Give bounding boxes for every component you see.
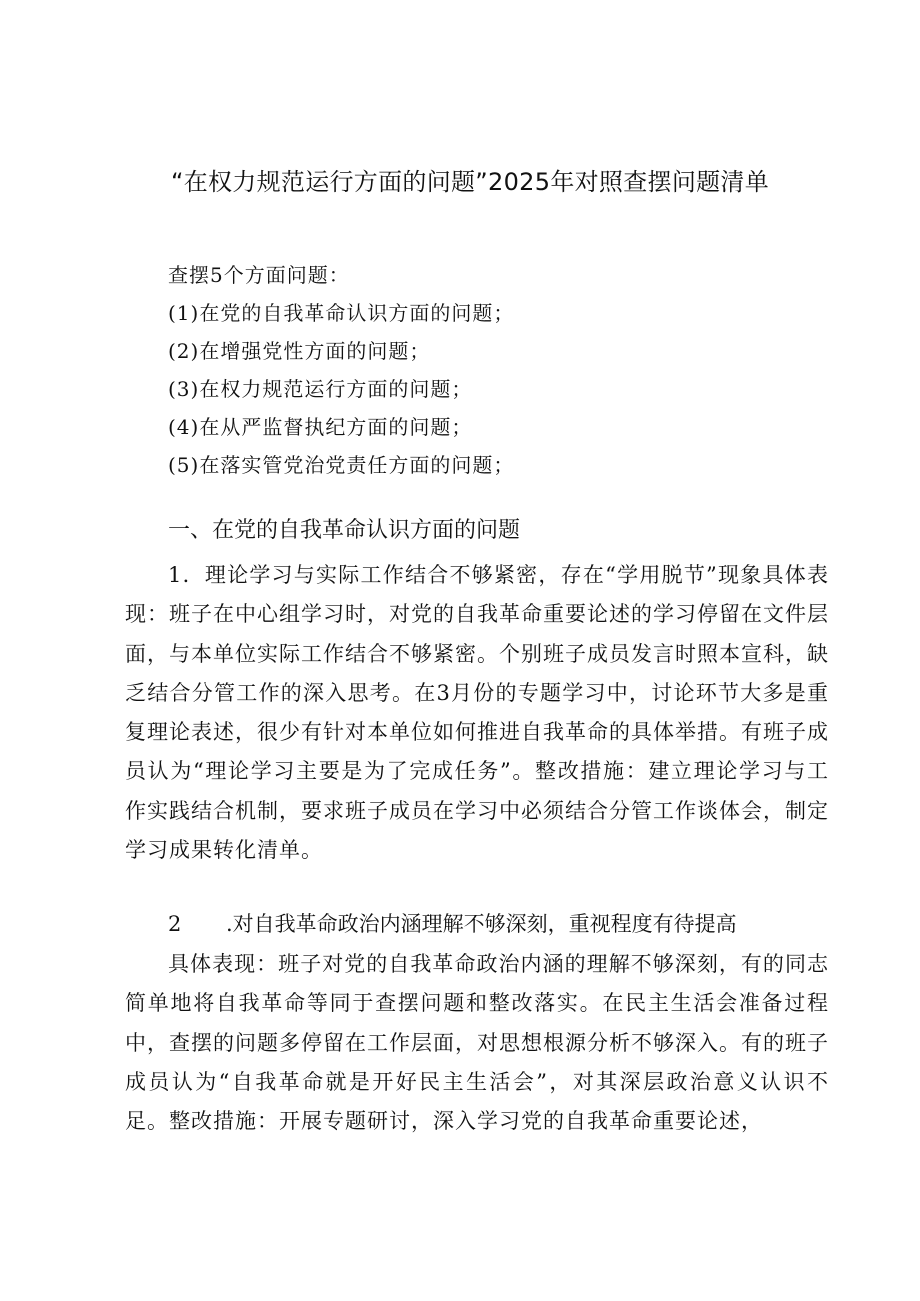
section-heading: 一、在党的自我革命认识方面的问题 [168, 518, 521, 543]
document-title: “在权力规范运行方面的问题”2025年对照查摆问题清单 [170, 168, 770, 196]
item-2-heading-text: .对自我革命政治内涵理解不够深刻，重视程度有待提高 [226, 912, 737, 936]
intro-list [168, 256, 808, 484]
intro-item: (1)在党的自我革命认识方面的问题； [168, 301, 515, 325]
paragraph-item-2: 具体表现：班子对党的自我革命政治内涵的理解不够深刻，有的同志简单地将自我革命等同于查摆问题和整改落实。在民主生活会准备过程中，查摆的问题多停留在工作层面，对思想根源分析不够深入。有的班子成员认为“自我革命就是开好民主生活会”，对其深层政治意义认识不足。整改措施：开展专题研讨，深入学习党的自我革命重要论述， [125, 952, 829, 1134]
intro-item: (4)在从严监督执纪方面的问题； [168, 415, 473, 439]
intro-item: (5)在落实管党治党责任方面的问题； [168, 453, 515, 477]
intro-item: (2)在增强党性方面的问题； [168, 339, 431, 363]
item-2-number: 2 [168, 912, 182, 936]
intro-lead: 查摆5个方面问题： [168, 263, 350, 287]
intro-item: (3)在权力规范运行方面的问题； [168, 377, 473, 401]
paragraph-item-1: 1．理论学习与实际工作结合不够紧密，存在“学用脱节”现象具体表现：班子在中心组学习时，对党的自我革命重要论述的学习停留在文件层面，与本单位实际工作结合不够紧密。个别班子成员发言时照本宣科，缺乏结合分管工作的深入思考。在3月份的专题学习中，讨论环节大多是重复理论表述，很少有针对本单位如何推进自我革命的具体举措。有班子成员认为“理论学习主要是为了完成任务”。整改措施：建立理论学习与工作实践结合机制，要求班子成员在学习中必须结合分管工作谈体会，制定学习成果转化清单。 [125, 563, 829, 863]
item-2-heading [168, 905, 737, 944]
